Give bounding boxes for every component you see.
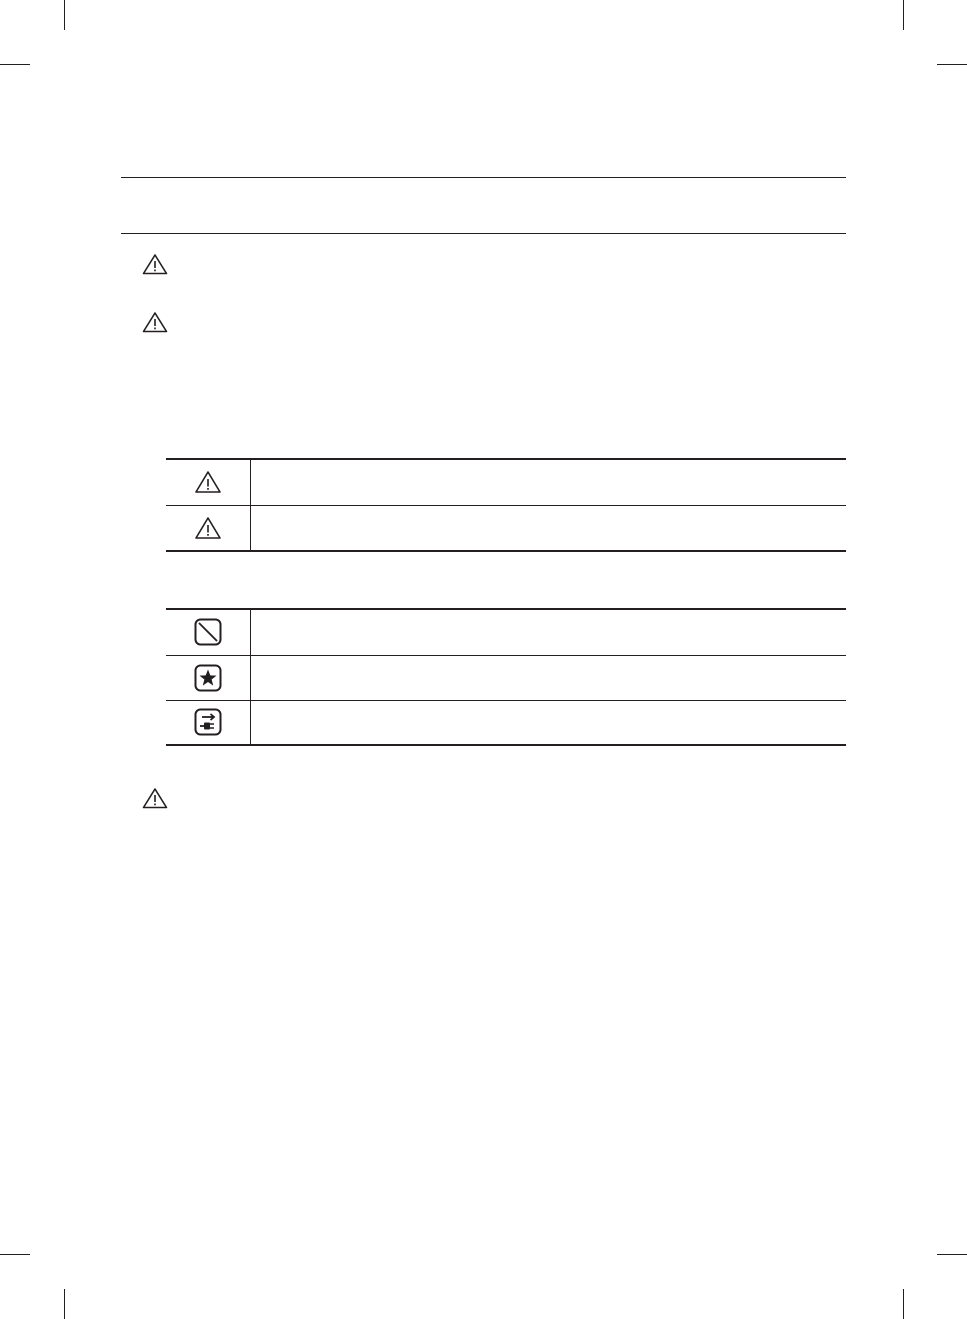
- table-row: [166, 609, 846, 655]
- unplug-icon: [194, 708, 222, 736]
- crop-mark: [0, 64, 30, 65]
- title-bottom-rule: [121, 233, 846, 234]
- table-row: [166, 459, 846, 505]
- warning-triangle-icon: [194, 468, 222, 496]
- warning-triangle-icon: [142, 311, 168, 333]
- table-row: [166, 700, 846, 745]
- crop-mark: [903, 0, 904, 30]
- warning-triangle-icon: [142, 253, 168, 275]
- star-instruction-icon: [194, 664, 222, 692]
- table-row: [166, 655, 846, 700]
- signal-word-table: [166, 458, 846, 552]
- warning-triangle-icon: [194, 514, 222, 542]
- page-title: [121, 186, 846, 226]
- crop-mark: [0, 1254, 30, 1255]
- crop-mark: [937, 1254, 967, 1255]
- table-row: [166, 505, 846, 551]
- title-top-rule: [121, 177, 846, 178]
- warning-triangle-icon: [142, 787, 168, 809]
- prohibited-icon: [194, 618, 222, 646]
- crop-mark: [64, 0, 65, 30]
- table-cell-text: [251, 655, 847, 700]
- crop-mark: [903, 1289, 904, 1319]
- crop-mark: [937, 64, 967, 65]
- crop-mark: [64, 1289, 65, 1319]
- table-cell-text: [251, 505, 847, 551]
- table-cell-text: [251, 459, 847, 505]
- table-cell-text: [251, 700, 847, 745]
- table-cell-text: [251, 609, 847, 655]
- symbol-table: [166, 608, 846, 746]
